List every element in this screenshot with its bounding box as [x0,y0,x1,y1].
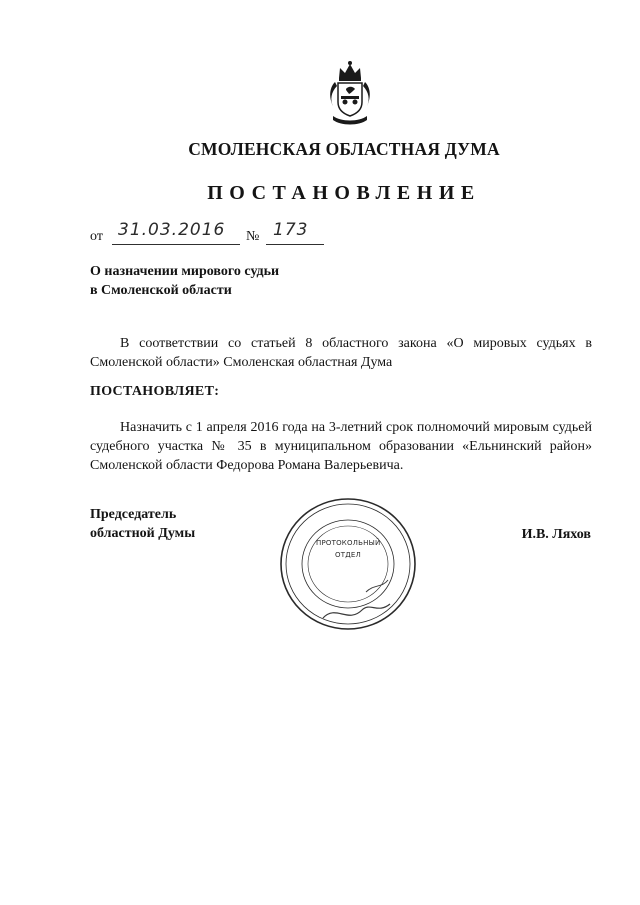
stamp-center-line-2: ОТДЕЛ [335,551,361,559]
resolves-heading: ПОСТАНОВЛЯЕТ: [90,384,220,399]
chairman-title-line-1: Председатель [90,507,177,522]
date-number-line [90,220,350,246]
date-label: от [90,229,103,244]
coat-of-arms-icon [327,58,373,128]
subject-line-1: О назначении мирового судьи [90,264,280,279]
number-underline [266,244,324,245]
number-label: № [246,229,260,244]
chairman-title [90,505,195,543]
document-type-title: ПОСТАНОВЛЕНИЕ [207,182,481,204]
official-stamp-icon [278,496,418,632]
decision-paragraph: Назначить с 1 апреля 2016 года на 3-летний срок полномочий мировым судьей судебного участка № 35 в муниципальном образовании «Ельнинский район» Смоленской области Федорова Романа Валерьевича. [90,420,592,473]
preamble-paragraph: В соответствии со статьей 8 областного закона «О мировых судьях в Смоленской области» Смоленская областная Дума [90,336,592,370]
handwritten-date: 31.03.2016 [118,220,226,240]
subject-line-2: в Смоленской области [90,283,232,298]
stamp-center-line-1: ПРОТОКОЛЬНЫЙ [316,539,381,547]
date-underline [112,244,240,245]
chairman-title-line-2: областной Думы [90,526,196,541]
handwritten-number: 173 [273,220,309,240]
stamp-center-text [316,537,380,561]
signer-name: И.В. Ляхов [521,527,591,542]
organization-name: СМОЛЕНСКАЯ ОБЛАСТНАЯ ДУМА [188,139,500,159]
document-subject [90,262,279,300]
